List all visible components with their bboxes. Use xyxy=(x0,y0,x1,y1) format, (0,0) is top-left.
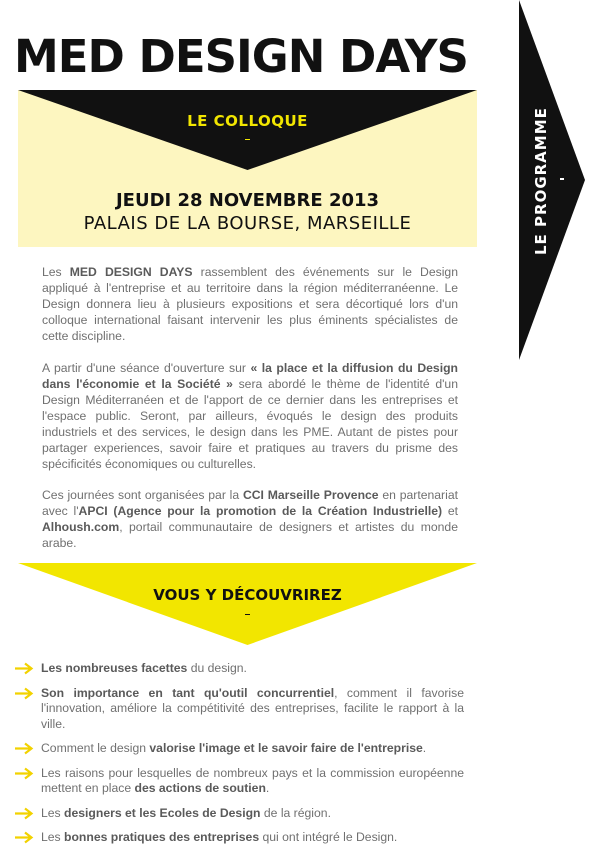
discover-list xyxy=(14,661,464,846)
colloque-dash xyxy=(245,139,250,140)
colloque-label: LE COLLOQUE xyxy=(187,112,308,130)
programme-tab-label: LE PROGRAMME xyxy=(532,107,550,255)
arrow-right-icon xyxy=(14,767,34,780)
arrow-right-icon xyxy=(14,687,34,700)
list-item: Les raisons pour lesquelles de nombreux pays et la commission européenne mettent en place des actions de soutien. xyxy=(14,766,464,797)
vous-label: VOUS Y DÉCOUVRIREZ xyxy=(153,586,342,604)
list-item: Les bonnes pratiques des entreprises qui ont intégré le Design. xyxy=(14,830,464,846)
arrow-right-icon xyxy=(14,831,34,844)
vous-banner-triangle xyxy=(18,563,477,645)
intro-paragraph-3: Ces journées sont organisées par la CCI Marseille Provence en partenariat avec l'APCI (Agence pour la promotion de la Création Industrielle) et Alhoush.com, portail communautaire de designers et artistes du monde arabe. xyxy=(42,488,458,550)
list-item: Les nombreuses facettes du design. xyxy=(14,661,464,677)
list-item: Son importance en tant qu'outil concurrentiel, comment il favorise l'innovation, améliore la compétitivité des entreprises, facilite le rapport à la ville. xyxy=(14,686,464,733)
intro-paragraph-1: Les MED DESIGN DAYS rassemblent des événements sur le Design appliqué à l'entreprise et au territoire dans la région méditerranéenne. Le Design donnera lieu à plusieurs expositions et sera décortiqué lors d'un colloque international faisant intervenir les plus éminents spécialistes de cette discipline. xyxy=(42,265,458,343)
vous-dash xyxy=(245,614,250,615)
list-item: Comment le design valorise l'image et le savoir faire de l'entreprise. xyxy=(14,741,464,757)
list-item: Les designers et les Ecoles de Design de la région. xyxy=(14,806,464,822)
arrow-right-icon xyxy=(14,807,34,820)
arrow-right-icon xyxy=(14,742,34,755)
event-date: JEUDI 28 NOVEMBRE 2013 xyxy=(115,190,380,211)
colloque-banner-triangle xyxy=(18,90,477,170)
page-title: MED DESIGN DAYS xyxy=(14,30,468,83)
programme-tab-label-box xyxy=(528,107,558,255)
event-place: PALAIS DE LA BOURSE, MARSEILLE xyxy=(83,213,412,234)
arrow-right-icon xyxy=(14,662,34,675)
intro-paragraph-2: A partir d'une séance d'ouverture sur « la place et la diffusion du Design dans l'économie et la Société » sera abordé le thème de l'identité d'un Design Méditerranéen et de l'apport de ce dernier dans les entreprises et l'espace public. Seront, par ailleurs, évoqués le design des produits industriels et des services, le design dans les PME. Autant de pistes pour partager experiences, savoir faire et pratiques au travers du prisme des spécificités économiques ou culturelles. xyxy=(42,361,458,471)
programme-tab-dash xyxy=(560,178,564,180)
